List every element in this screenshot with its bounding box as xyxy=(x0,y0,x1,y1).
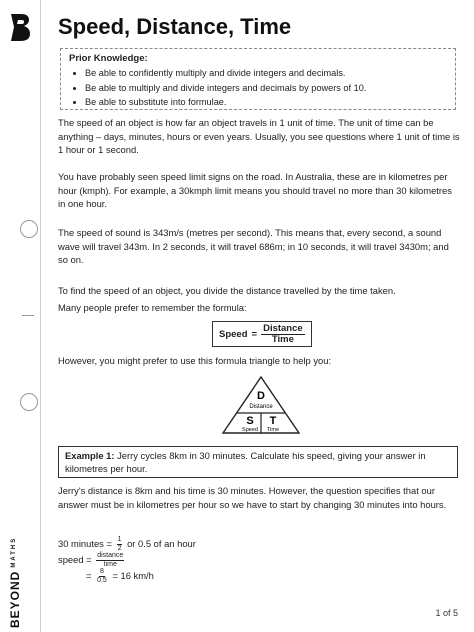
triangle-time-label: Time xyxy=(266,427,280,433)
binder-hole-bottom xyxy=(20,393,38,411)
fraction xyxy=(96,568,108,585)
triangle-t-letter: T xyxy=(269,415,277,427)
list-item: • Be able to substitute into formulae. xyxy=(85,96,447,108)
triangle-distance-label: Distance xyxy=(249,404,273,410)
formula-equals: = xyxy=(251,328,258,340)
fraction xyxy=(96,552,124,569)
beyond-logo-icon xyxy=(8,12,32,42)
denominator: 0.5 xyxy=(97,577,107,584)
fraction xyxy=(117,536,123,553)
paragraph-triangle-intro: However, you might prefer to use this formula triangle to help you: xyxy=(58,355,332,366)
sidebar xyxy=(0,0,41,632)
page-title: Speed, Distance, Time xyxy=(58,14,292,39)
triangle-speed-label: Speed xyxy=(242,427,258,433)
prior-knowledge-box xyxy=(60,48,456,110)
calc-line-2 xyxy=(58,552,126,569)
fold-mark xyxy=(22,315,34,316)
numerator: distance xyxy=(97,552,124,559)
formula-lhs: Speed xyxy=(219,328,248,340)
calc-line-3 xyxy=(86,568,154,585)
numerator: 1 xyxy=(117,536,122,543)
list-item: • Be able to multiply and divide integers and decimals by powers of 10. xyxy=(85,82,447,94)
paragraph-formula-intro: Many people prefer to remember the formula: xyxy=(58,302,247,313)
brand-vertical: $BEYOND^{MATHS}$ xyxy=(8,536,22,628)
paragraph-jerry-explanation: Jerry's distance is 8km and his time is 30 minutes. However, the question specifies that our answer must be in kilometres per hour so we have to start by changing 30 minutes into hours. xyxy=(58,485,447,510)
paragraph-speed-definition: The speed of an object is how far an object travels in 1 unit of time. The unit of time can be anything – days, minutes, hours or even years. Usually, you see questions where 1 unit of time is 1 hour or 1 second. xyxy=(58,117,460,156)
denominator: 2 xyxy=(117,545,122,552)
page-number: 1 of 5 xyxy=(435,608,458,618)
triangle-s-letter: S xyxy=(246,415,254,427)
calc-text: 30 minutes = xyxy=(58,537,112,549)
example-text: Jerry cycles 8km in 30 minutes. Calculate his speed, giving your answer in kilometres per hour. xyxy=(65,450,426,474)
formula-triangle xyxy=(222,376,300,434)
calc-text: = xyxy=(86,569,92,581)
calc-text: speed = xyxy=(58,553,92,565)
denominator: time xyxy=(103,561,117,568)
formula-fraction xyxy=(261,324,305,345)
paragraph-find-speed: To find the speed of an object, you divide the distance travelled by the time taken. xyxy=(58,285,396,296)
list-item: • Be able to confidently multiply and divide integers and decimals. xyxy=(85,67,447,79)
speed-formula-box xyxy=(212,321,312,347)
numerator: 8 xyxy=(100,568,104,575)
paragraph-speed-limits: You have probably seen speed limit signs on the road. In Australia, these are in kilometres per hour (kmph). For example, a 30kmph limit means you should travel no more than 30 kilometres in one hour. xyxy=(58,171,452,210)
example-label: Example 1: xyxy=(65,450,115,461)
binder-hole-top xyxy=(20,220,38,238)
prior-knowledge-list xyxy=(69,67,447,108)
formula-denominator: Time xyxy=(271,333,294,345)
calc-line-1 xyxy=(58,536,196,553)
example-box xyxy=(58,446,458,478)
formula-numerator: Distance xyxy=(263,322,303,334)
triangle-d-letter: D xyxy=(257,390,265,402)
calc-text: or 0.5 of an hour xyxy=(127,537,196,549)
calc-text: = 16 km/h xyxy=(112,569,154,581)
paragraph-speed-of-sound: The speed of sound is 343m/s (metres per second). This means that, every second, a sound wave will travel 343m. In 2 seconds, it will travel 686m; in 10 seconds, it will travel 3430m; and so on. xyxy=(58,227,449,266)
prior-knowledge-heading: Prior Knowledge: xyxy=(69,53,148,64)
